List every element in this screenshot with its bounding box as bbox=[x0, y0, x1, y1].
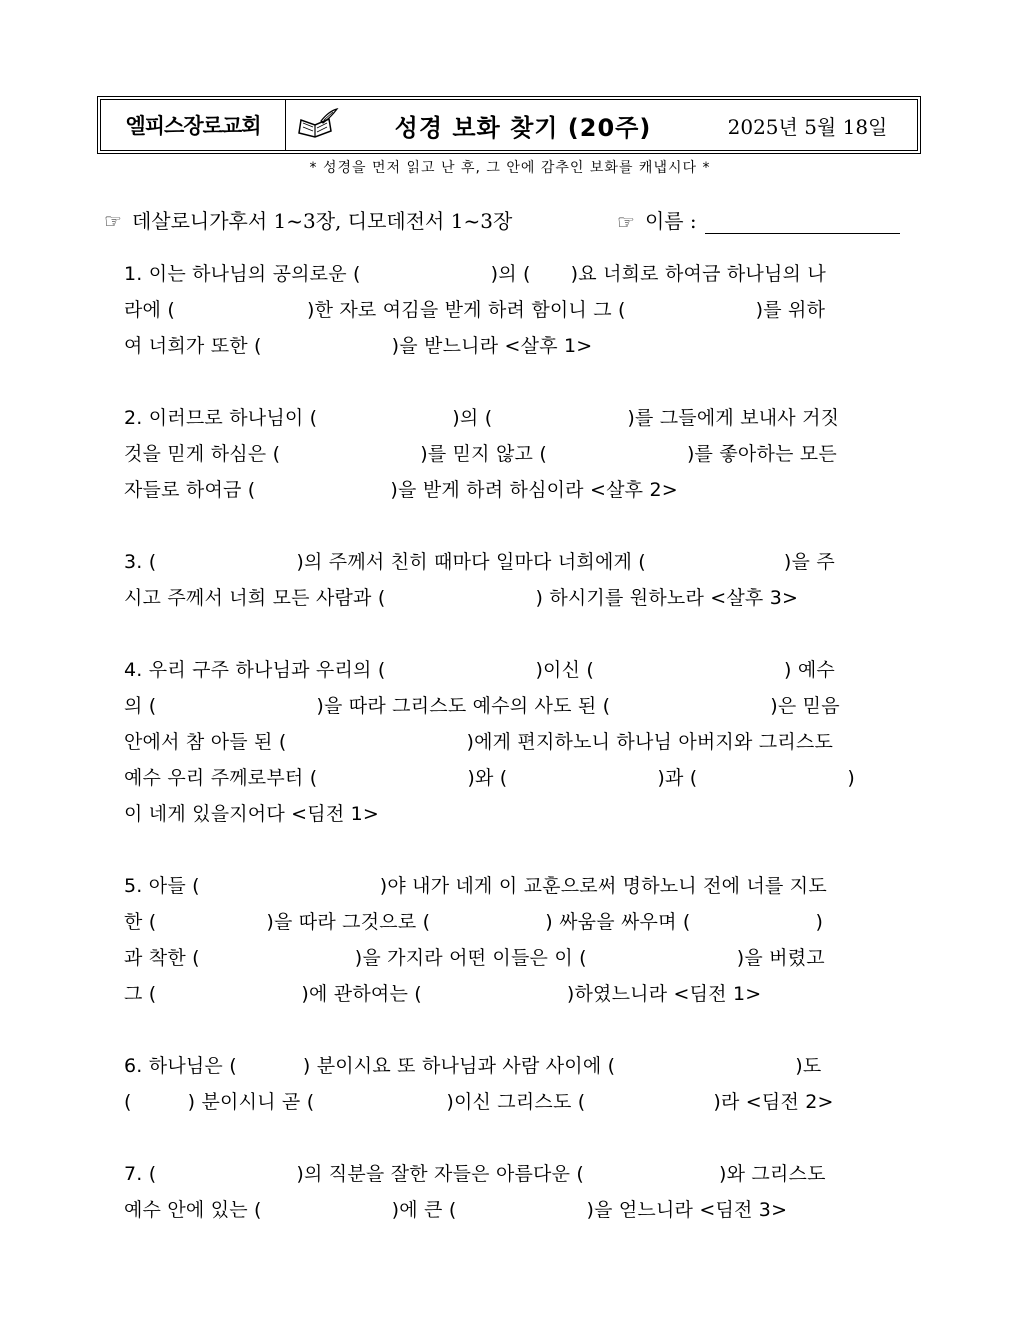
worksheet-date: 2025년 5월 18일 bbox=[727, 114, 888, 139]
question-line bbox=[124, 1051, 906, 1078]
line-text: 예수 우리 주께로부터 ( bbox=[124, 767, 318, 789]
line-text: )에 큰 ( bbox=[391, 1199, 457, 1221]
question-line bbox=[124, 475, 906, 502]
line-text: )과 ( bbox=[657, 767, 698, 789]
line-text: 4. 우리 구주 하나님과 우리의 ( bbox=[124, 659, 386, 681]
line-text: )라 <딤전 2> bbox=[713, 1091, 834, 1113]
line-text: 것을 믿게 하심은 ( bbox=[124, 443, 281, 465]
line-text: 여 너희가 또한 ( bbox=[124, 335, 262, 357]
question-line bbox=[124, 439, 906, 466]
question-line bbox=[124, 727, 906, 754]
question-line bbox=[124, 295, 906, 322]
line-text: )요 너희로 하여금 하나님의 나 bbox=[570, 263, 826, 285]
line-text: )이신 ( bbox=[535, 659, 595, 681]
line-text: ) 분이시요 또 하나님과 사람 사이에 ( bbox=[302, 1055, 616, 1077]
reading-books: 데살로니가후서 1~3장, 디모데전서 1~3장 bbox=[131, 209, 513, 233]
line-text: )도 bbox=[795, 1055, 822, 1077]
line-text: )의 주께서 친히 때마다 일마다 너희에게 ( bbox=[296, 551, 646, 573]
question-line bbox=[124, 331, 906, 358]
line-text: ) bbox=[847, 767, 856, 789]
line-text: 이 네게 있을지어다 <딤전 1> bbox=[124, 803, 380, 825]
book-quill-icon-svg bbox=[295, 107, 339, 143]
question-line bbox=[124, 799, 906, 826]
line-text: 6. 하나님은 ( bbox=[124, 1055, 237, 1077]
question-line bbox=[124, 907, 906, 934]
question-line bbox=[124, 763, 906, 790]
line-text: )에 관하여는 ( bbox=[301, 983, 422, 1005]
line-text: ( bbox=[124, 1091, 132, 1113]
line-text: ) 하시기를 원하노라 <살후 3> bbox=[535, 587, 799, 609]
question-line bbox=[124, 655, 906, 682]
line-text: )을 얻느니라 <딤전 3> bbox=[586, 1199, 788, 1221]
line-text: 1. 이는 하나님의 공의로운 ( bbox=[124, 263, 361, 285]
line-text: )을 가지라 어떤 이들은 이 ( bbox=[354, 947, 587, 969]
church-name: 엘피스장로교회 bbox=[101, 100, 286, 150]
line-text: 자들로 하여금 ( bbox=[124, 479, 256, 501]
question-line bbox=[124, 871, 906, 898]
name-input-line[interactable] bbox=[705, 209, 900, 234]
question-line bbox=[124, 259, 906, 286]
line-text: ) 싸움을 싸우며 ( bbox=[545, 911, 691, 933]
line-text: 예수 안에 있는 ( bbox=[124, 1199, 262, 1221]
line-text: 2. 이러므로 하나님이 ( bbox=[124, 407, 318, 429]
line-text: )야 내가 네게 이 교훈으로써 명하노니 전에 너를 지도 bbox=[379, 875, 827, 897]
line-text: )은 믿음 bbox=[770, 695, 840, 717]
line-text: )의 ( bbox=[490, 263, 531, 285]
line-text: )와 ( bbox=[467, 767, 508, 789]
line-text: 과 착한 ( bbox=[124, 947, 200, 969]
line-text: )를 그들에게 보내사 거짓 bbox=[627, 407, 840, 429]
question-line bbox=[124, 403, 906, 430]
line-text: 의 ( bbox=[124, 695, 157, 717]
line-text: )의 직분을 잘한 자들은 아름다운 ( bbox=[296, 1163, 585, 1185]
question-line bbox=[124, 943, 906, 970]
line-text: )를 위하 bbox=[755, 299, 826, 321]
question-line bbox=[124, 979, 906, 1006]
question-line bbox=[124, 1195, 906, 1222]
worksheet-header bbox=[97, 96, 921, 154]
line-text: 라에 ( bbox=[124, 299, 175, 321]
question-line bbox=[124, 1087, 906, 1114]
line-text: 안에서 참 아들 된 ( bbox=[124, 731, 287, 753]
line-text: 그 ( bbox=[124, 983, 157, 1005]
question-line bbox=[124, 691, 906, 718]
line-text: ) bbox=[815, 911, 824, 933]
line-text: )를 믿지 않고 ( bbox=[420, 443, 547, 465]
book-quill-icon bbox=[286, 100, 348, 150]
line-text: )한 자로 여김을 받게 하려 함이니 그 ( bbox=[306, 299, 626, 321]
line-text: )을 받게 하려 하심이라 <살후 2> bbox=[390, 479, 678, 501]
pointing-hand-icon: ☞ bbox=[617, 210, 635, 234]
question-line bbox=[124, 1159, 906, 1186]
line-text: )을 따라 그것으로 ( bbox=[266, 911, 431, 933]
line-text: ) 분이시니 곧 ( bbox=[187, 1091, 315, 1113]
line-text: )에게 편지하노니 하나님 아버지와 그리스도 bbox=[466, 731, 833, 753]
reading-assignment bbox=[104, 205, 512, 234]
question-line bbox=[124, 583, 906, 610]
name-label: 이름 : bbox=[644, 209, 697, 233]
line-text: 7. ( bbox=[124, 1163, 157, 1185]
line-text: 5. 아들 ( bbox=[124, 875, 200, 897]
line-text: ) 예수 bbox=[784, 659, 835, 681]
line-text: )하였느니라 <딤전 1> bbox=[566, 983, 762, 1005]
line-text: )와 그리스도 bbox=[719, 1163, 826, 1185]
line-text: 한 ( bbox=[124, 911, 157, 933]
reading-notice: * 성경을 먼저 읽고 난 후, 그 안에 감추인 보화를 캐냅시다 * bbox=[309, 160, 711, 176]
line-text: )을 받느니라 <살후 1> bbox=[391, 335, 593, 357]
pointing-hand-icon: ☞ bbox=[104, 209, 122, 233]
line-text: )를 좋아하는 모든 bbox=[686, 443, 837, 465]
line-text: 시고 주께서 너희 모든 사람과 ( bbox=[124, 587, 386, 609]
line-text: )을 버렸고 bbox=[736, 947, 825, 969]
line-text: )의 ( bbox=[452, 407, 493, 429]
line-text: )을 주 bbox=[783, 551, 835, 573]
line-text: 3. ( bbox=[124, 551, 157, 573]
line-text: )을 따라 그리스도 예수의 사도 된 ( bbox=[316, 695, 611, 717]
question-line bbox=[124, 547, 906, 574]
line-text: )이신 그리스도 ( bbox=[446, 1091, 586, 1113]
header-inner-frame bbox=[100, 99, 918, 151]
worksheet-title: 성경 보화 찾기 (20주) bbox=[394, 113, 652, 142]
name-field bbox=[617, 205, 900, 234]
